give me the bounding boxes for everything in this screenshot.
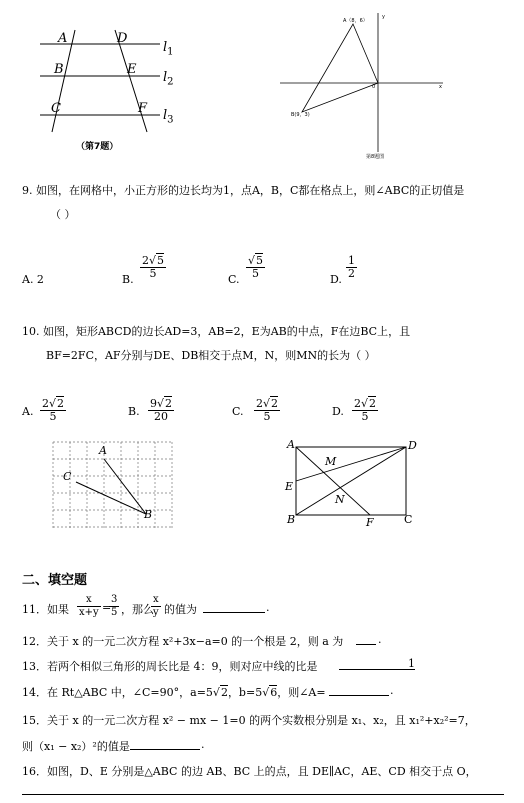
q15-end: . xyxy=(201,738,205,751)
q10-option-a-label: A. xyxy=(22,405,34,418)
fig10-label-f: F xyxy=(366,516,374,529)
fig10-label-n: N xyxy=(335,493,345,506)
q11-mid: ，那么 xyxy=(121,603,154,616)
fig7-line-l1: $l_1$ xyxy=(163,40,174,58)
section-2-title: 二、填空题 xyxy=(22,573,88,588)
fig7-caption: （第7题） xyxy=(76,142,119,152)
q11-fraction-1: $\frac{x}{x+y}$ xyxy=(79,594,99,618)
q15-answer-blank[interactable] xyxy=(130,739,200,750)
fig10-label-b: B xyxy=(287,513,296,526)
fig10-label-c: C xyxy=(404,513,413,526)
q12-end: . xyxy=(378,633,382,646)
q9-option-a: A. 2 xyxy=(22,273,44,286)
q14-end: . xyxy=(390,684,394,697)
figure-8-drawing xyxy=(280,10,450,170)
fig10-label-a: A xyxy=(287,438,295,451)
fig10-label-d: D xyxy=(408,439,417,452)
q9-option-d-value: $\frac{1}{2}$ xyxy=(348,254,355,280)
q15-line-2: 则（x₁ − x₂）²的值是 xyxy=(22,740,130,753)
q9-option-b-value: $\frac{2√5}{5}$ xyxy=(142,254,165,280)
q9-option-c-label: C. xyxy=(228,273,240,286)
q9-option-b-label: B. xyxy=(122,273,134,286)
figure-9-grid xyxy=(52,440,182,532)
q11-fraction-3: $\frac{x}{y}$ xyxy=(153,594,159,618)
figure-9-drawing xyxy=(52,440,182,532)
fig7-label-e: E xyxy=(127,62,137,77)
q9-text: 9. 如图，在网格中，小正方形的边长均为1，点A，B，C都在格点上，则∠ABC的正切值是 xyxy=(22,184,465,197)
fig8-point-a: A（8，6） xyxy=(343,18,368,24)
q10-line-1: 10. 如图，矩形ABCD的边长AD=3，AB=2，E为AB的中点，F在边BC上，且 xyxy=(22,325,411,338)
q9-paren: （ ） xyxy=(50,208,76,221)
page-bottom-rule xyxy=(22,794,504,795)
q11-prefix: 11．如果 xyxy=(22,603,69,616)
fig10-label-e: E xyxy=(285,480,294,493)
fig7-line-l3: $l_3$ xyxy=(163,108,174,126)
q10-option-c-value: $\frac{2√2}{5}$ xyxy=(256,397,279,423)
figure-7 xyxy=(20,20,190,160)
fig7-label-f: F xyxy=(138,101,148,116)
figure-10-rectangle xyxy=(282,436,422,532)
fig7-label-c: C xyxy=(51,101,61,116)
q11-suffix: 的值为 xyxy=(164,603,197,616)
q9-option-d-label: D. xyxy=(330,273,342,286)
fig7-line-l2: $l_2$ xyxy=(163,70,174,88)
q10-option-d-value: $\frac{2√2}{5}$ xyxy=(354,397,377,423)
fig10-label-m: M xyxy=(325,455,337,468)
q11-fraction-2: $\frac{3}{5}$ xyxy=(111,594,118,618)
fig7-label-d: D xyxy=(117,31,128,46)
figure-10-drawing xyxy=(282,436,422,532)
q15-line-1: 15．关于 x 的一元二次方程 x² − mx − 1=0 的两个实数根分别是 x₁、x₂，且 x₁²+x₂²=7， xyxy=(22,714,476,727)
q10-option-a-value: $\frac{2√2}{5}$ xyxy=(42,397,65,423)
fig9-label-b: B xyxy=(144,508,153,521)
q11-answer-blank[interactable] xyxy=(203,602,265,613)
fig9-label-a: A xyxy=(99,444,107,457)
q9-option-c-value: $\frac{√5}{5}$ xyxy=(248,254,264,280)
q13-text: 13．若两个相似三角形的周长比是 4：9，则对应中线的比是 xyxy=(22,660,318,673)
q14-text: 14．在 Rt△ABC 中，∠C=90°，a=5√2，b=5√6，则∠A= xyxy=(22,686,326,699)
q12-answer-blank[interactable] xyxy=(356,634,376,645)
q10-option-c-label: C. xyxy=(232,405,244,418)
q14-answer-blank[interactable] xyxy=(329,685,389,696)
q12-text: 12．关于 x 的一元二次方程 x²+3x−a=0 的一个根是 2，则 a 为 xyxy=(22,635,344,648)
fig8-point-b: B(9，3) xyxy=(291,112,310,118)
q10-line-2: BF=2FC，AF分别与DE、DB相交于点M，N，则MN的长为（ ） xyxy=(46,349,376,362)
fig8-origin: 0 xyxy=(372,84,376,90)
q10-option-b-label: B. xyxy=(128,405,140,418)
q13-answer-blank[interactable] xyxy=(339,659,415,670)
fig7-label-a: A xyxy=(58,31,68,46)
fig8-y-axis: y xyxy=(382,14,385,20)
q10-option-b-value: $\frac{9√2}{20}$ xyxy=(150,397,173,423)
q16-text: 16．如图，D、E 分别是△ABC 的边 AB、BC 上的点，且 DE∥AC，AE、CD 相交于点 O， xyxy=(22,765,477,778)
fig8-x-axis: x xyxy=(439,84,442,90)
q10-option-d-label: D. xyxy=(332,405,344,418)
q13-answer: 1 xyxy=(408,657,415,670)
q11-end: . xyxy=(266,601,270,614)
fig9-label-c: C xyxy=(63,470,72,483)
figure-8 xyxy=(280,10,450,170)
fig8-caption: 第8题图 xyxy=(366,154,385,160)
q11-equals: = xyxy=(102,601,112,614)
fig7-label-b: B xyxy=(54,62,64,77)
